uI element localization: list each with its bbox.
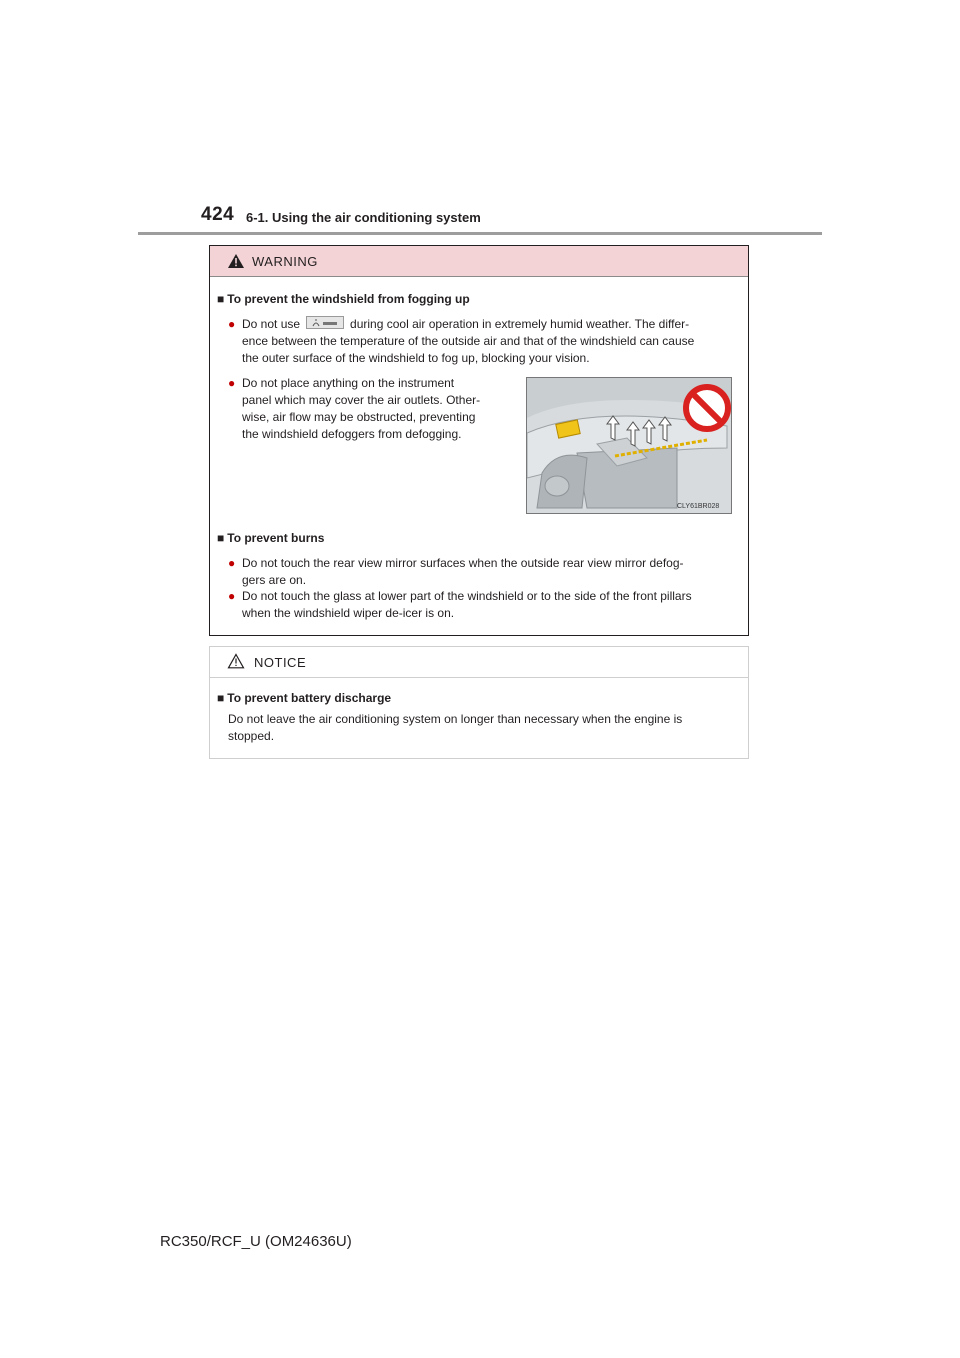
fog-bullet-1 <box>242 316 744 367</box>
battery-line-2: stopped. <box>228 729 275 743</box>
battery-paragraph <box>228 711 744 745</box>
burns-bullet-1-line-2: gers are on. <box>242 573 307 587</box>
section-title: 6-1. Using the air conditioning system <box>246 210 481 225</box>
fog-heading <box>217 292 470 306</box>
burns-bullet-1 <box>242 555 744 589</box>
fog-bullet-1-line-1: during cool air operation in extremely humid weather. The differ- <box>350 317 690 331</box>
front-defogger-button-icon <box>306 316 344 329</box>
burns-bullet-2-line-2: when the windshield wiper de-icer is on. <box>242 606 455 620</box>
header-rule <box>138 232 822 235</box>
fog-heading-text: To prevent the windshield from fogging up <box>227 292 470 306</box>
burns-bullet-2-line-1: Do not touch the glass at lower part of the windshield or to the side of the front pillars <box>242 589 692 603</box>
fog-bullet-2-line-4: the windshield defoggers from defogging. <box>242 427 462 441</box>
battery-line-1: Do not leave the air conditioning system on longer than necessary when the engine is <box>228 712 683 726</box>
battery-heading-text: To prevent battery discharge <box>227 691 392 705</box>
page-number: 424 <box>201 204 235 225</box>
dashboard-drawing <box>527 378 731 513</box>
burns-heading-text: To prevent burns <box>227 531 325 545</box>
fog-bullet-1-line-3: the outer surface of the windshield to fog up, blocking your vision. <box>242 351 590 365</box>
warning-header <box>210 246 748 277</box>
notice-triangle-icon <box>227 653 245 669</box>
battery-heading <box>217 691 391 705</box>
warning-title: WARNING <box>252 254 318 269</box>
square-bullet-icon: ■ <box>217 292 225 306</box>
burns-bullet-1-line-1: Do not touch the rear view mirror surfaces when the outside rear view mirror defog- <box>242 556 684 570</box>
illustration-code: CLY61BR028 <box>677 503 720 510</box>
fog-bullet-2-line-3: wise, air flow may be obstructed, preventing <box>242 410 476 424</box>
notice-title: NOTICE <box>254 655 307 670</box>
notice-header <box>210 647 748 678</box>
fog-bullet-2 <box>242 375 514 443</box>
burns-heading <box>217 531 324 545</box>
footer-model-code: RC350/RCF_U (OM24636U) <box>160 1233 352 1250</box>
bullet-dot-icon: ● <box>228 589 236 603</box>
bullet-dot-icon: ● <box>228 556 236 570</box>
bullet-dot-icon: ● <box>228 317 236 331</box>
fog-bullet-1-line-2: ence between the temperature of the outside air and that of the windshield can cause <box>242 334 695 348</box>
instrument-panel-illustration <box>526 377 732 514</box>
warning-triangle-icon <box>227 253 245 269</box>
fog-bullet-2-line-2: panel which may cover the air outlets. Other- <box>242 393 481 407</box>
square-bullet-icon: ■ <box>217 531 225 545</box>
fog-bullet-1-start: Do not use <box>242 317 301 331</box>
page-header <box>0 0 960 240</box>
fog-bullet-2-line-1: Do not place anything on the instrument <box>242 376 455 390</box>
burns-bullet-2 <box>242 588 744 622</box>
bullet-dot-icon: ● <box>228 376 236 390</box>
square-bullet-icon: ■ <box>217 691 225 705</box>
